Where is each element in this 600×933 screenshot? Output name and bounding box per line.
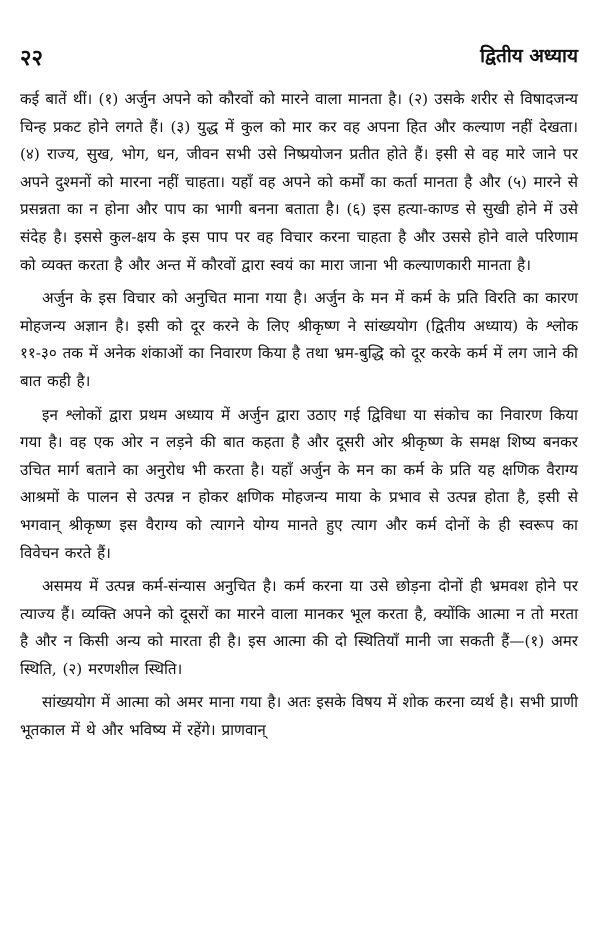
paragraph-2: अर्जुन के इस विचार को अनुचित माना गया है। अर्जुन के मन में कर्म के प्रति विरति का कारण मोहजन्य अज्ञान है। इसी को दूर करने के लिए श्रीकृष्ण ने सांख्ययोग (द्वितीय अध्याय) के श्लोक ११-३० तक में अनेक शंकाओं का निवारण किया है तथा भ्रम-बुद्धि को दूर करके कर्म में लग जाने की बात कही है। xyxy=(20,289,578,390)
page-body-text xyxy=(20,86,578,751)
page-number: २२ xyxy=(20,45,43,71)
page-header xyxy=(20,42,578,72)
paragraph-4: असमय में उत्पन्न कर्म-संन्यास अनुचित है। कर्म करना या उसे छोड़ना दोनों ही भ्रमवश होने पर त्याज्य हैं। व्यक्ति अपने को दूसरों का मारने वाला मानकर भूल करता है, क्योंकि आत्मा न तो मरता है और न किसी अन्य को मारता ही है। इस आत्मा की दो स्थितियाँ मानी जा सकती हैं—(१) अमर स्थिति, (२) मरणशील स्थिति। xyxy=(20,577,578,678)
paragraph-5: सांख्ययोग में आत्मा को अमर माना गया है। अतः इसके विषय में शोक करना व्यर्थ है। सभी प्राणी भूतकाल में थे और भविष्य में रहेंगे। प्राणवान् xyxy=(20,693,578,740)
paragraph-1: कई बातें थीं। (१) अर्जुन अपने को कौरवों को मारने वाला मानता है। (२) उसके शरीर से विषादजन्य चिन्ह प्रकट होने लगते हैं। (३) युद्ध में कुल को मार कर वह अपना हित और कल्याण नहीं देखता। (४) राज्य, सुख, भोग, धन, जीवन सभी उसे निष्प्रयोजन प्रतीत होते हैं। इसी से वह मारे जाने पर अपने दुश्मनों को मारना नहीं चाहता। यहाँ वह अपने को कर्मों का कर्ता मानता है और (५) मारने से प्रसन्नता का न होना और पाप का भागी बनना बताता है। (६) इस हत्या-काण्ड से सुखी होने में उसे संदेह है। इससे कुल-क्षय के इस पाप पर वह विचार करना चाहता है और उससे होने वाले परिणाम को व्यक्त करता है और अन्त में कौरवों द्वारा स्वयं का मारा जाना भी कल्याणकारी मानता है। xyxy=(20,90,578,274)
paragraph-3: इन श्लोकों द्वारा प्रथम अध्याय में अर्जुन द्वारा उठाए गई द्विविधा या संकोच का निवारण किया गया है। वह एक ओर न लड़ने की बात कहता है और दूसरी ओर श्रीकृष्ण के समक्ष शिष्य बनकर उचित मार्ग बताने का अनुरोध भी करता है। यहाँ अर्जुन के मन का कर्म के प्रति यह क्षणिक वैराग्य आश्रमों के पालन से उत्पन्न न होकर क्षणिक मोहजन्य माया के प्रभाव से उत्पन्न होता है, इसी से भगवान् श्रीकृष्ण इस वैराग्य को त्यागने योग्य मानते हुए त्याग और कर्म दोनों के ही स्वरूप का विवेचन करते हैं। xyxy=(20,405,578,562)
chapter-running-head: द्वितीय अध्याय xyxy=(480,45,578,67)
